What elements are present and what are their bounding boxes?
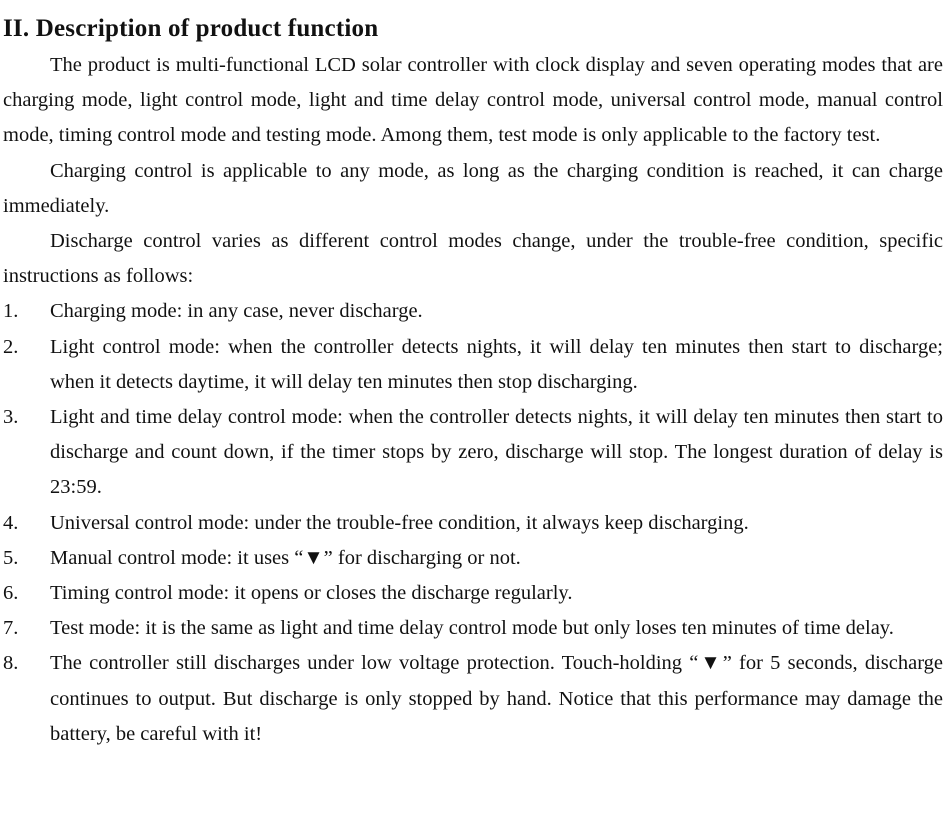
list-item — [3, 330, 943, 400]
list-number: 6. — [3, 582, 19, 605]
list-item — [3, 506, 943, 541]
list-text: Light control mode: when the controller detects nights, it will delay ten minutes then start to discharge; when it detects daytime, it will delay ten minutes then stop discharging. — [50, 335, 943, 393]
list-text: Timing control mode: it opens or closes the discharge regularly. — [50, 582, 573, 605]
list-text: The controller still discharges under low voltage protection. Touch-holding “▼” for 5 seconds, discharge continues to output. But discharge is only stopped by hand. Notice that this performance may damage the battery, be careful with it! — [50, 652, 943, 745]
discharge-paragraph: Discharge control varies as different control modes change, under the trouble-free condition, specific instructions as follows: — [3, 230, 943, 288]
list-number: 2. — [3, 335, 19, 358]
document-page — [3, 0, 943, 752]
list-item — [3, 611, 943, 646]
list-text: Test mode: it is the same as light and time delay control mode but only loses ten minutes of time delay. — [50, 617, 894, 640]
list-number: 1. — [3, 300, 19, 323]
list-item — [3, 576, 943, 611]
charging-paragraph: Charging control is applicable to any mode, as long as the charging condition is reached, it can charge immediately. — [3, 159, 943, 217]
list-text: Manual control mode: it uses “▼” for discharging or not. — [50, 546, 521, 569]
list-number: 4. — [3, 511, 19, 534]
list-item — [3, 541, 943, 576]
section-title: II. Description of product function — [3, 15, 379, 42]
list-item — [3, 294, 943, 329]
list-number: 8. — [3, 652, 19, 675]
list-item — [3, 646, 943, 752]
list-text: Charging mode: in any case, never discharge. — [50, 300, 423, 323]
list-text: Universal control mode: under the trouble-free condition, it always keep discharging. — [50, 511, 749, 534]
list-text: Light and time delay control mode: when the controller detects nights, it will delay ten minutes then start to discharge and count down, if the timer stops by zero, discharge will stop. The longest duration of delay is 23:59. — [50, 406, 943, 499]
intro-paragraph: The product is multi-functional LCD solar controller with clock display and seven operating modes that are charging mode, light control mode, light and time delay control mode, universal control mode, manual control mode, timing control mode and testing mode. Among them, test mode is only applicable to the factory test. — [3, 54, 943, 147]
mode-list — [3, 294, 943, 752]
list-number: 3. — [3, 406, 19, 429]
list-number: 5. — [3, 546, 19, 569]
list-number: 7. — [3, 617, 19, 640]
list-item — [3, 400, 943, 506]
